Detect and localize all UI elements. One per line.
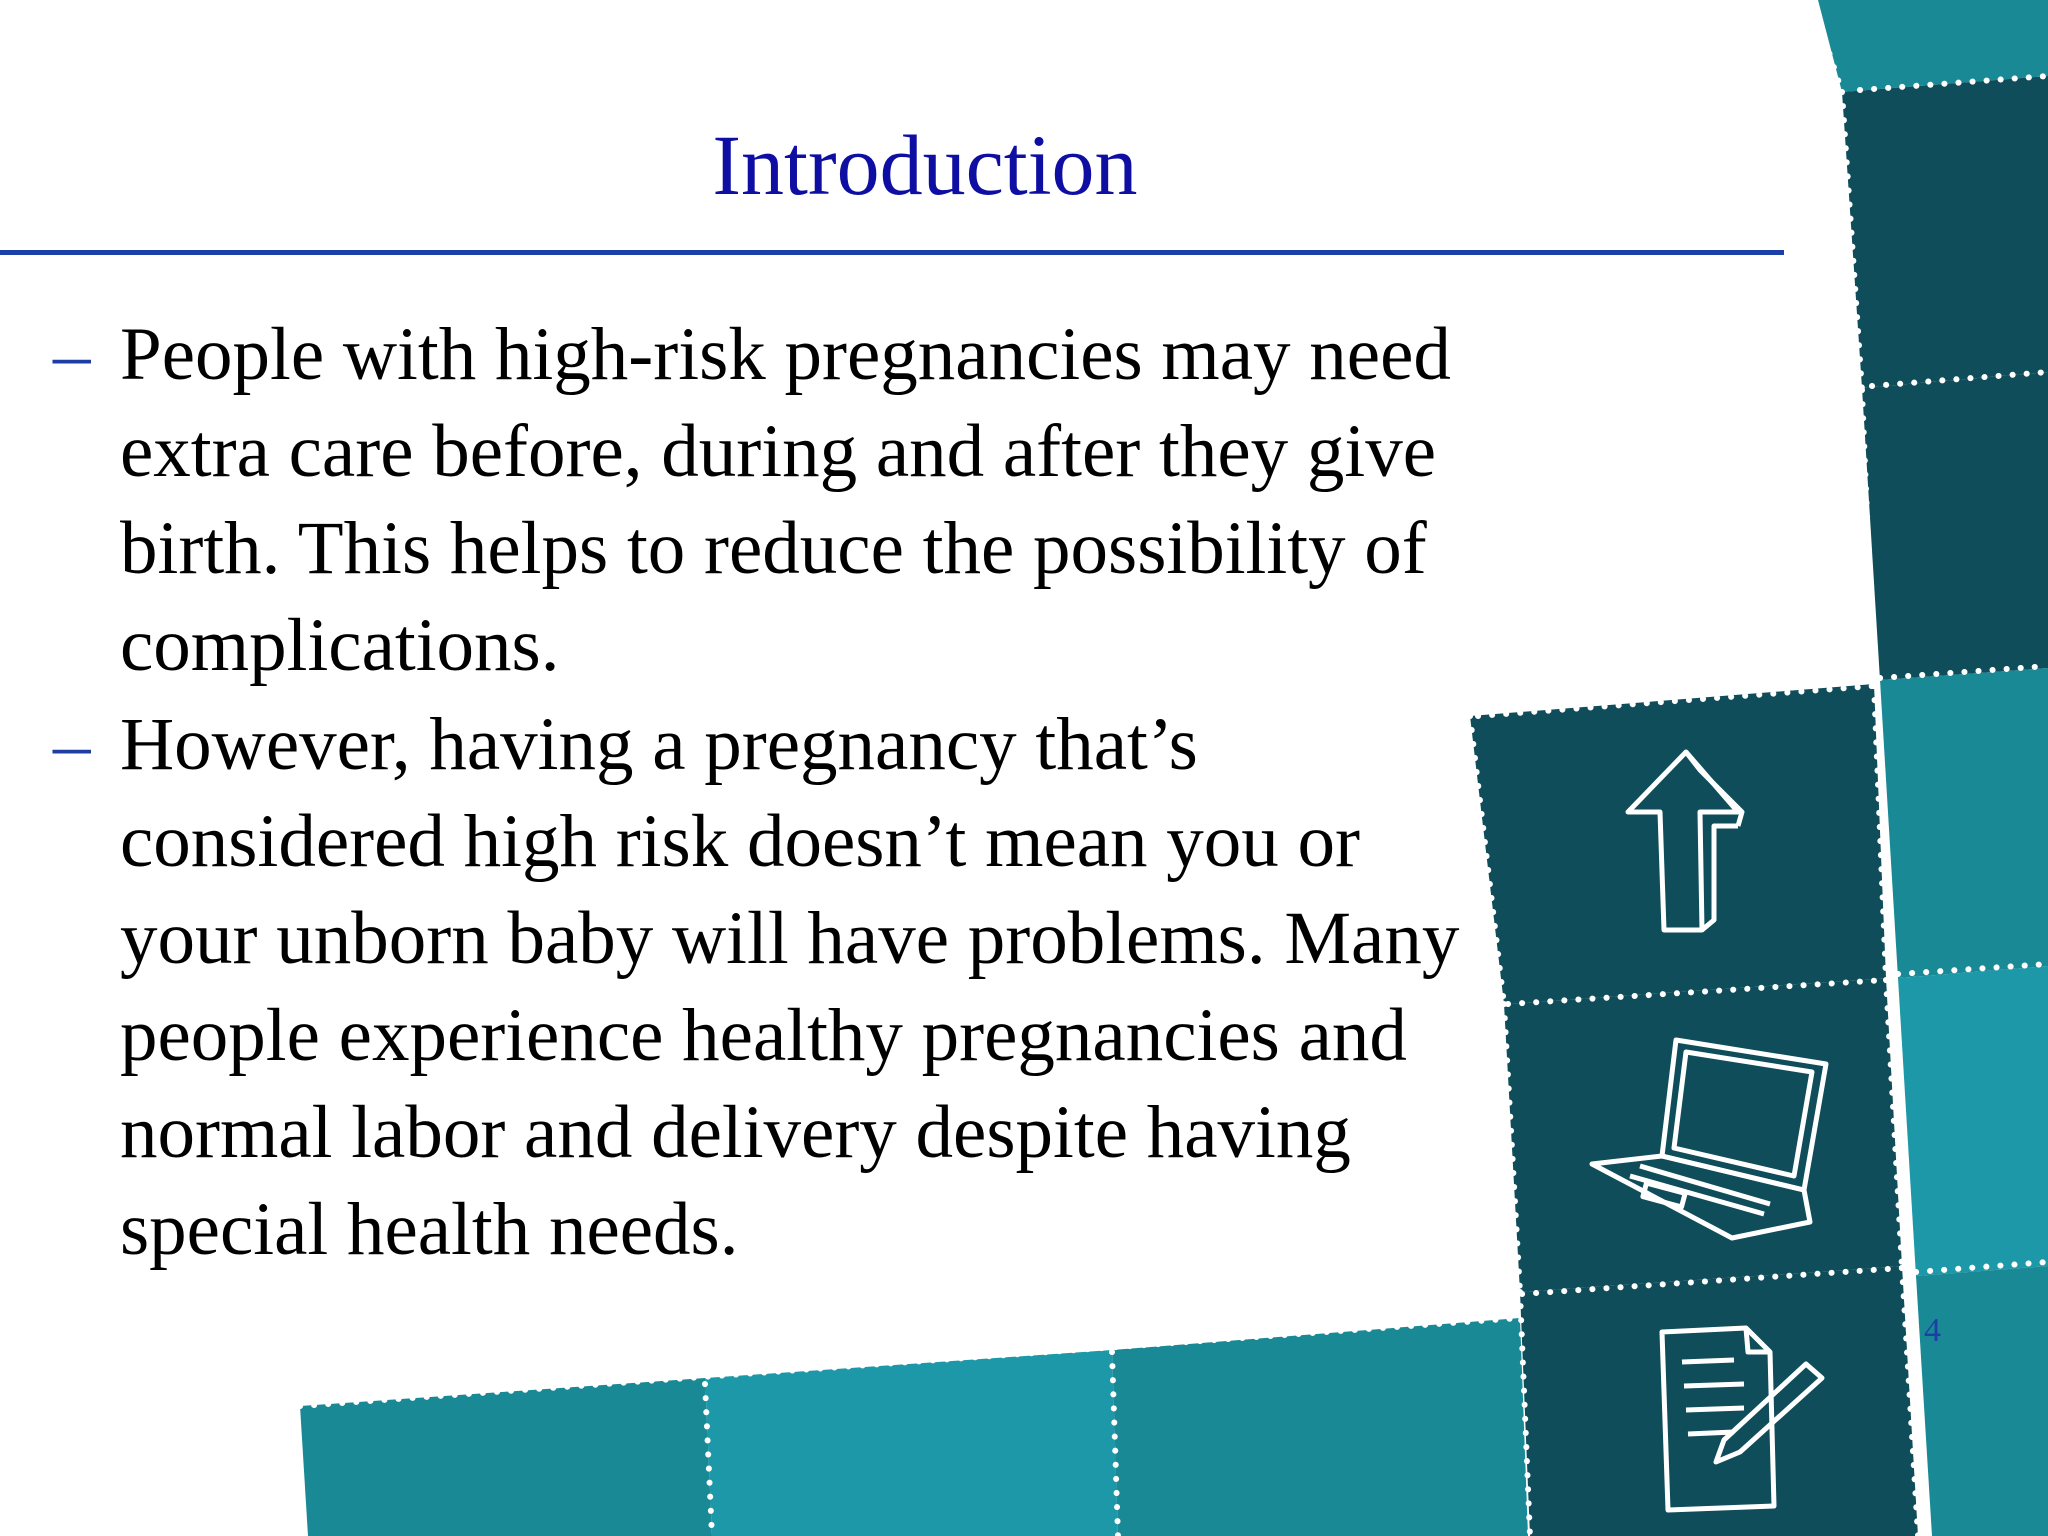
tile-bottom-2 <box>705 1350 1118 1536</box>
tile-right-dark-2 <box>1862 372 2048 680</box>
title-divider <box>0 250 1784 255</box>
tile-icon-arrow <box>1470 684 1886 1004</box>
tile-icon-document <box>1520 1266 1918 1536</box>
tile-right-light-1 <box>1880 668 2048 978</box>
tile-right-light-3 <box>1916 1266 2048 1536</box>
page-number: 4 <box>1924 1312 1941 1349</box>
bullet-item <box>0 306 1480 694</box>
tile-icon-laptop <box>1504 978 1902 1292</box>
tile-bottom-3 <box>1112 1318 1528 1536</box>
slide-title: Introduction <box>712 117 1138 213</box>
tile-right-light-2 <box>1898 966 2048 1276</box>
bullet-item <box>0 696 1480 1278</box>
bullet-marker: – <box>53 703 91 786</box>
bullet-text: However, having a pregnancy that’s considered high risk doesn’t mean you or your unborn baby will have problems. Many people experience healthy pregnancies and normal labor and delivery despite having special health needs. <box>120 703 1460 1271</box>
bullet-marker: – <box>53 313 91 396</box>
bullet-list <box>0 306 1480 1280</box>
tile-bottom-1 <box>300 1378 712 1536</box>
bullet-text: People with high-risk pregnancies may need extra care before, during and after they give birth. This helps to reduce the possibility of complications. <box>120 313 1451 687</box>
tile-right-dark-1 <box>1842 76 2048 388</box>
